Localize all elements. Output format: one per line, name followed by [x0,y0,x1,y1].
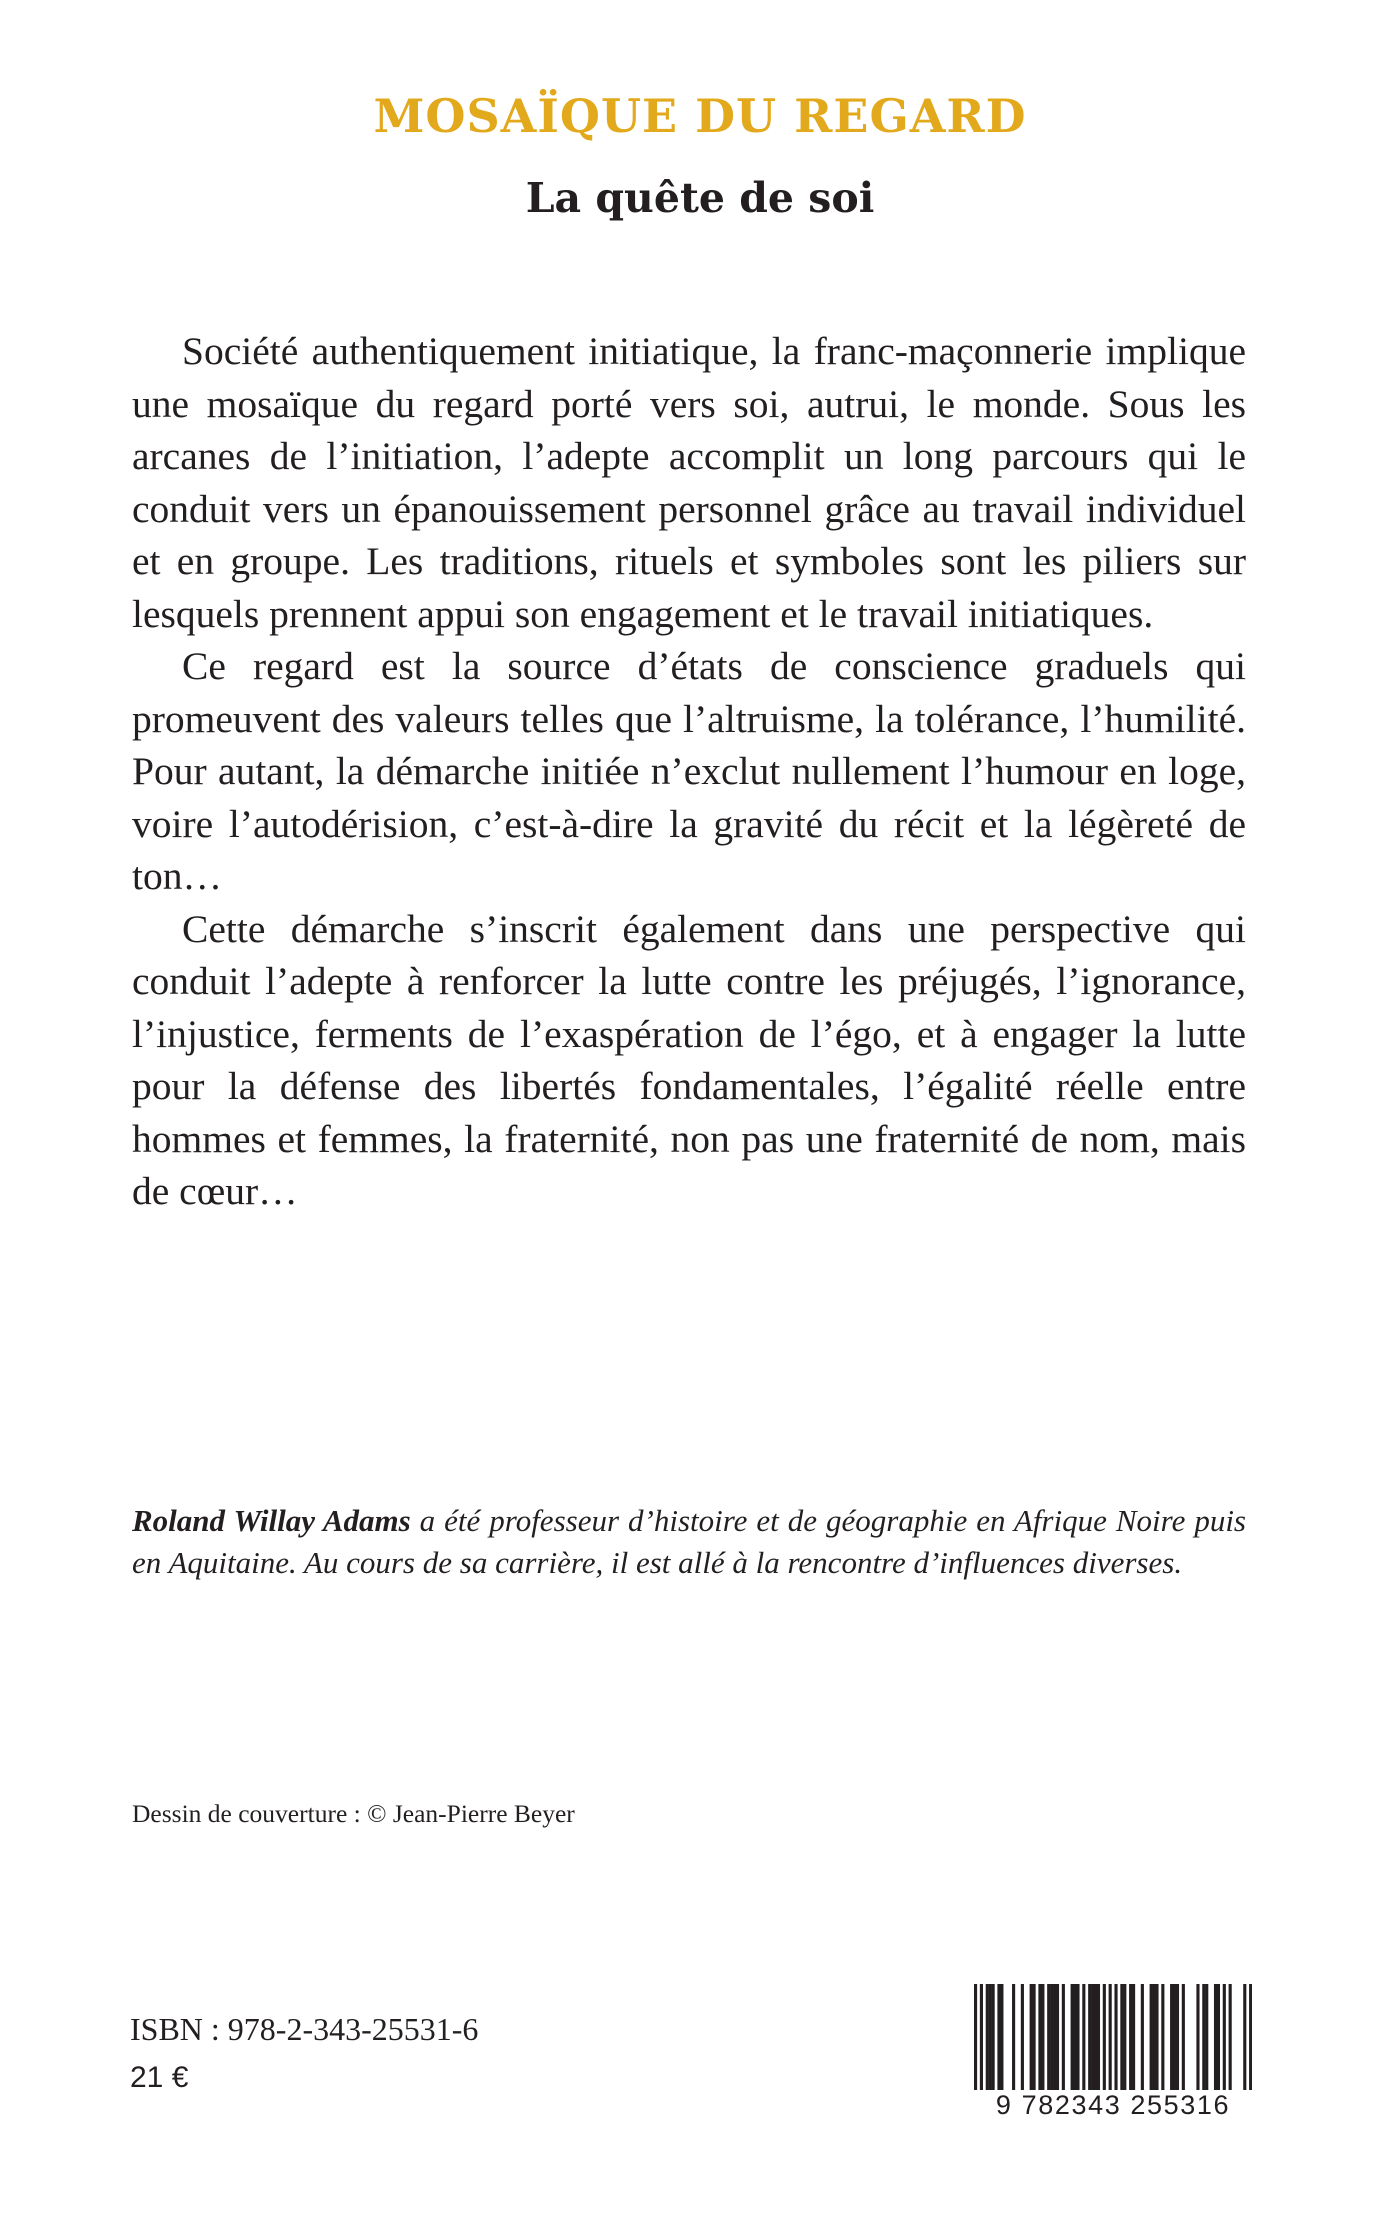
barcode-bar [1217,1984,1220,2090]
barcode-bar [1103,1984,1106,2090]
barcode-bar [1243,1984,1246,2104]
barcode-bar [1033,1984,1036,2090]
author-bio-text: a été professeur d’histoire et de géographie en Afrique Noire puis en Aquitaine. Au cours de sa carrière, il est allé à la rencontre d’influences diverses. [132,1503,1246,1580]
barcode-bar [1132,1984,1135,2090]
barcode-bar [986,1984,989,2090]
barcode-bar [1123,1984,1126,2090]
barcode-bar [1114,1984,1117,2104]
barcode-bar [1030,1984,1033,2090]
barcode-bar [1182,1984,1185,2090]
barcode-bar [1176,1984,1179,2090]
barcode-bar [1097,1984,1100,2090]
barcode-bar [1161,1984,1164,2090]
barcode-bar [1196,1984,1199,2090]
barcode-bar [1012,1984,1015,2090]
price: 21 € [130,2061,189,2094]
barcode-bar [1141,1984,1144,2090]
barcode-bar [1076,1984,1079,2090]
cover-credit: Dessin de couverture : © Jean-Pierre Beyer [132,1799,575,1828]
summary-text [132,325,1246,1218]
barcode-bar [1229,1984,1232,2090]
barcode-bar [1153,1984,1156,2090]
barcode-bar [1120,1984,1123,2090]
barcode-bar [1082,1984,1085,2090]
barcode-bars [974,1984,1252,2104]
barcode-bar [1202,1984,1205,2090]
barcode-bar [1038,1984,1041,2090]
barcode [974,1984,1252,2119]
author-bio [132,1500,1246,1584]
author-name: Roland Willay Adams [132,1503,411,1538]
barcode-bar [1205,1984,1208,2090]
barcode-bar [1021,1984,1024,2090]
barcode-bar [1223,1984,1226,2090]
barcode-bar [1170,1984,1173,2090]
barcode-bar [989,1984,992,2090]
barcode-bar [1150,1984,1153,2090]
book-subtitle: La quête de soi [525,174,875,222]
barcode-bar [1094,1984,1097,2090]
barcode-bar [1000,1984,1003,2090]
barcode-bar [992,1984,995,2090]
barcode-bar [1053,1984,1056,2090]
barcode-bar [974,1984,977,2104]
barcode-bar [1155,1984,1158,2090]
barcode-bar [1173,1984,1176,2090]
barcode-bar [1073,1984,1076,2090]
barcode-bar [1109,1984,1112,2104]
barcode-bar [1071,1984,1074,2090]
book-title: MOSAÏQUE DU REGARD [373,89,1027,143]
barcode-bar [1050,1984,1053,2090]
summary-paragraph-2: Ce regard est la source d’états de conscience graduels qui promeuvent des valeurs telles que l’altruisme, la tolérance, l’humilité. Pour autant, la démarche initiée n’exclut nullement l’humour en loge, voire l’autodérision, c’est-à-dire la gravité du récit et la légèreté de ton… [132,644,1246,898]
barcode-bar [1047,1984,1050,2090]
barcode-bar [1129,1984,1132,2090]
barcode-bar [1091,1984,1094,2090]
barcode-bar [1062,1984,1065,2090]
barcode-bar [997,1984,1000,2090]
summary-paragraph-1: Société authentiquement initiatique, la franc-maçonnerie implique une mosaïque du regard porté vers soi, autrui, le monde. Sous les arcanes de l’initiation, l’adepte accomplit un long parcours qui le conduit vers un épanouissement personnel grâce au travail individuel et en groupe. Les traditions, rituels et symboles sont les piliers sur lesquels prennent appui son engagement et le travail initiatiques. [132,329,1246,636]
barcode-digits: 9 782343 255316 [974,2090,1252,2120]
barcode-bar [1088,1984,1091,2090]
barcode-bar [980,1984,983,2104]
barcode-bar [1214,1984,1217,2090]
isbn: ISBN : 978-2-343-25531-6 [130,2011,479,2047]
barcode-bar [1249,1984,1252,2104]
barcode-bar [1056,1984,1059,2090]
barcode-bar [1041,1984,1044,2090]
summary-paragraph-3: Cette démarche s’inscrit également dans une perspective qui conduit l’adepte à renforcer la lutte contre les préjugés, l’ignorance, l’injustice, ferments de l’exaspération de l’égo, et à engager la lutte pour la défense des libertés fondamentales, l’égalité réelle entre hommes et femmes, la fraternité, non pas une fraternité de nom, mais de cœur… [132,906,1246,1213]
